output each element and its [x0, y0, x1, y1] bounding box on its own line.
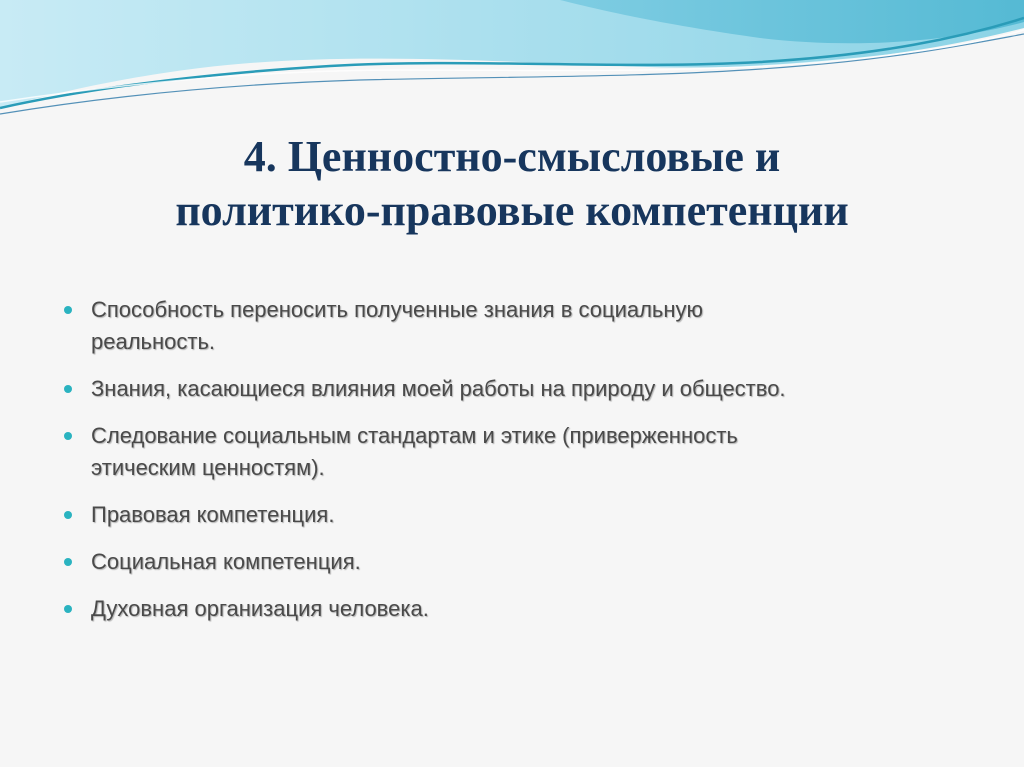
- bullet-item: [60, 499, 940, 531]
- slide-title-line-2: политико-правовые компетенции: [175, 186, 849, 235]
- decorative-wave-header: [0, 0, 1024, 130]
- dot-icon: [64, 306, 72, 314]
- bullet-text-line: Правовая компетенция.: [91, 502, 335, 527]
- slide-title: [40, 130, 984, 238]
- bullet-item: [60, 294, 940, 358]
- bullet-text-line: Социальная компетенция.: [91, 549, 361, 574]
- dot-icon: [64, 511, 72, 519]
- dot-icon: [64, 605, 72, 613]
- bullet-text-line: Способность переносить полученные знания в социальную: [91, 297, 704, 322]
- slide-title-line-1: 4. Ценностно-смысловые и: [243, 132, 781, 181]
- dot-icon: [64, 558, 72, 566]
- bullet-item: [60, 373, 940, 405]
- bullet-text-line: реальность.: [91, 329, 216, 354]
- bullet-item: [60, 546, 940, 578]
- bullet-list: [60, 294, 940, 640]
- bullet-item: [60, 593, 940, 625]
- dot-icon: [64, 432, 72, 440]
- bullet-text-line: Духовная организация человека.: [91, 596, 429, 621]
- bullet-text-line: Следование социальным стандартам и этике (приверженность: [91, 423, 738, 448]
- bullet-item: [60, 420, 940, 484]
- bullet-text-line: этическим ценностям).: [91, 455, 325, 480]
- bullet-text-line: Знания, касающиеся влияния моей работы на природу и общество.: [91, 376, 786, 401]
- dot-icon: [64, 385, 72, 393]
